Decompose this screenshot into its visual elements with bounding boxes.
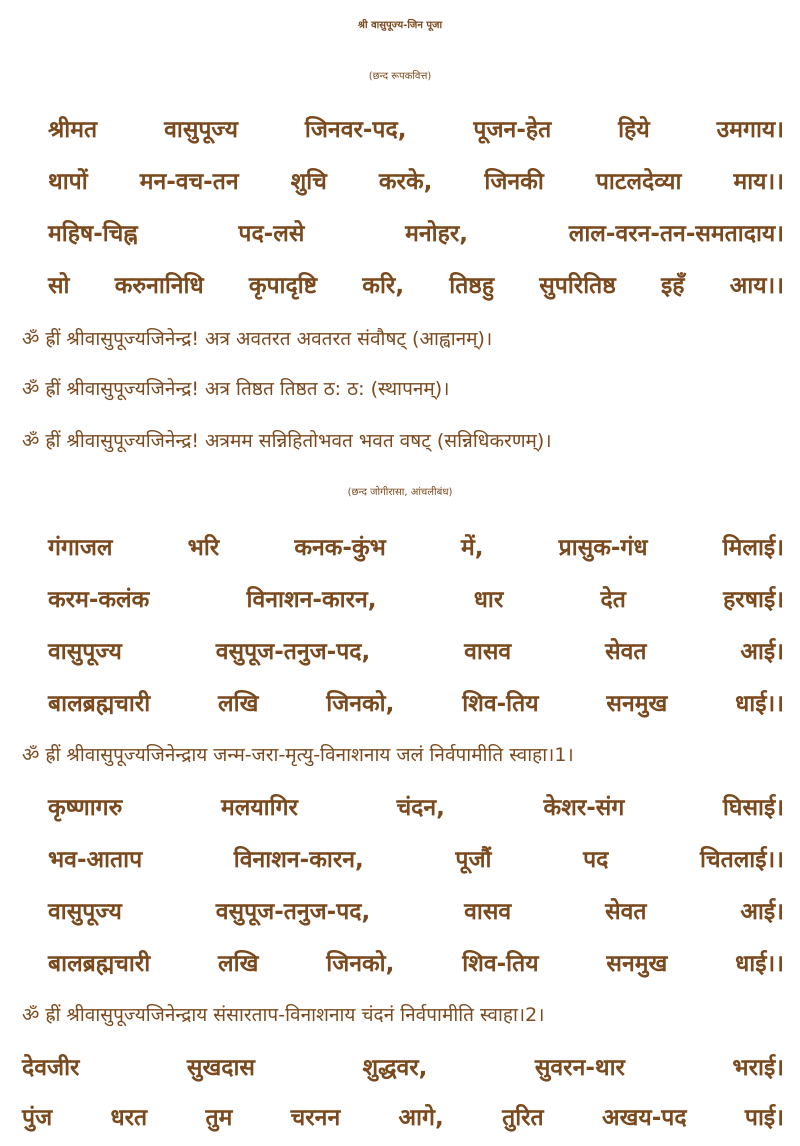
stanza1-line-1 [48,112,784,148]
verse-word: वसुपूज-तनुज-पद, [215,639,371,665]
verse-word: पाटलदेव्या [595,169,682,195]
verse-word: करके, [378,169,433,195]
verse-word: धाई।। [735,951,784,977]
chhand-heading-2: (छन्द जोगीरासा, आंचलीबंध) [347,487,453,498]
verse-word: करम-कलंक [48,587,150,613]
verse-word: जिनवर-पद, [304,117,407,143]
verse-word: कनक-कुंभ [294,535,386,561]
verse-word: तुरित [502,1105,544,1131]
verse-word: में, [460,535,484,561]
verse-word: श्रीमत [48,117,98,143]
verse-word: भव-आताप [48,847,143,873]
verse-word: सनमुख [606,691,668,717]
verse-word: जिनकी [484,169,544,195]
verse-word: देवजीर [22,1055,80,1081]
verse-word: मिलाई। [722,535,784,561]
verse-word: वासुपूज्य [48,899,122,925]
stanza4-line-2 [22,1100,784,1136]
verse-word: धार [473,587,504,613]
verse-word: केशर-संग [543,795,625,821]
verse-word: पद [583,847,609,873]
verse-word: सो [48,273,70,299]
mantra-jal: ॐ ह्रीं श्रीवासुपूज्यजिनेन्द्राय जन्म-जरा-मृत्यु-विनाशनाय जलं निर्वपामीति स्वाहा।1। [22,744,574,766]
verse-word: बालब्रह्मचारी [48,691,151,717]
verse-word: सेवत [605,899,647,925]
verse-word: सुपरितिष्ठ [539,273,616,299]
mantra-chandan: ॐ ह्रीं श्रीवासुपूज्यजिनेन्द्राय संसारताप-विनाशनाय चंदनं निर्वपामीति स्वाहा।2। [22,1004,545,1026]
verse-word: पाई। [744,1105,784,1131]
verse-word: करुनानिधि [114,273,204,299]
verse-word: विनाशन-कारन, [233,847,364,873]
verse-word: मनोहर, [405,221,468,247]
stanza3-line-1 [48,790,784,826]
verse-word: वासव [464,899,512,925]
verse-word: पूजन-हेत [473,117,552,143]
verse-word: इहँ [661,273,685,299]
stanza3-line-3 [48,894,784,930]
verse-word: शिव-तिय [462,691,539,717]
chhand-heading-1: (छन्द रूपकवित्त) [368,71,432,82]
verse-word: वासुपूज्य [164,117,238,143]
stanza1-line-2 [48,164,784,200]
verse-word: चंदन, [396,795,445,821]
verse-word: आई। [740,639,784,665]
page-title: श्री वासुपूज्य-जिन पूजा [357,20,443,31]
verse-word: पूजौं [455,847,492,873]
verse-word: मलयागिर [220,795,298,821]
stanza2-line-2 [48,582,784,618]
verse-word: लखि [218,691,259,717]
verse-word: चितलाई।। [700,847,784,873]
verse-word: उमगाय। [716,117,784,143]
verse-word: भराई। [732,1055,784,1081]
verse-word: धरत [110,1105,148,1131]
verse-word: कृष्णागरु [48,795,123,821]
verse-word: मन-वच-तन [139,169,239,195]
verse-word: लाल-वरन-तन-समतादाय। [568,221,784,247]
mantra-sannidhikaranam: ॐ ह्रीं श्रीवासुपूज्यजिनेन्द्र! अत्रमम सन्निहितोभवत भवत वषट् (सन्निधिकरणम्)। [22,430,552,452]
verse-word: महिष-चिह्न [48,221,138,247]
verse-word: वासुपूज्य [48,639,122,665]
stanza3-line-2 [48,842,784,878]
verse-word: तिष्ठहु [449,273,495,299]
verse-word: थापों [48,169,88,195]
verse-word: करि, [362,273,405,299]
stanza1-line-3 [48,216,784,252]
verse-word: भरि [187,535,220,561]
verse-word: घिसाई। [722,795,784,821]
verse-word: सुवरन-थार [534,1055,625,1081]
verse-word: वासव [464,639,512,665]
stanza2-line-1 [48,530,784,566]
verse-word: देत [600,587,626,613]
verse-word: शुद्धवर, [362,1055,428,1081]
verse-word: सनमुख [606,951,668,977]
verse-word: वसुपूज-तनुज-पद, [215,899,371,925]
stanza1-line-4 [48,268,784,304]
verse-word: आगे, [398,1105,444,1131]
verse-word: प्रासुक-गंध [558,535,648,561]
verse-word: आय।। [729,273,784,299]
verse-word: जिनको, [326,691,395,717]
verse-word: विनाशन-कारन, [246,587,377,613]
verse-word: सेवत [605,639,647,665]
stanza3-line-4 [48,946,784,982]
mantra-aahvanan: ॐ ह्रीं श्रीवासुपूज्यजिनेन्द्र! अत्र अवतरत अवतरत संवौषट् (आह्वानम्)। [22,328,493,350]
verse-word: गंगाजल [48,535,113,561]
verse-word: लखि [218,951,259,977]
verse-word: शिव-तिय [462,951,539,977]
verse-word: शुचि [290,169,327,195]
verse-word: बालब्रह्मचारी [48,951,151,977]
verse-word: धाई।। [735,691,784,717]
stanza2-line-4 [48,686,784,722]
verse-word: हिये [618,117,650,143]
verse-word: तुम [205,1105,233,1131]
verse-word: हरषाई। [723,587,784,613]
verse-word: माय।। [733,169,784,195]
verse-word: जिनको, [326,951,395,977]
verse-word: चरनन [290,1105,341,1131]
stanza2-line-3 [48,634,784,670]
stanza4-line-1 [22,1050,784,1086]
verse-word: पुंज [22,1105,53,1131]
verse-word: पद-लसे [238,221,305,247]
verse-word: कृपादृष्टि [248,273,318,299]
mantra-sthapanam: ॐ ह्रीं श्रीवासुपूज्यजिनेन्द्र! अत्र तिष्ठत तिष्ठत ठ: ठ: (स्थापनम्)। [22,378,450,400]
verse-word: आई। [740,899,784,925]
verse-word: अखय-पद [602,1105,687,1131]
verse-word: सुखदास [186,1055,255,1081]
